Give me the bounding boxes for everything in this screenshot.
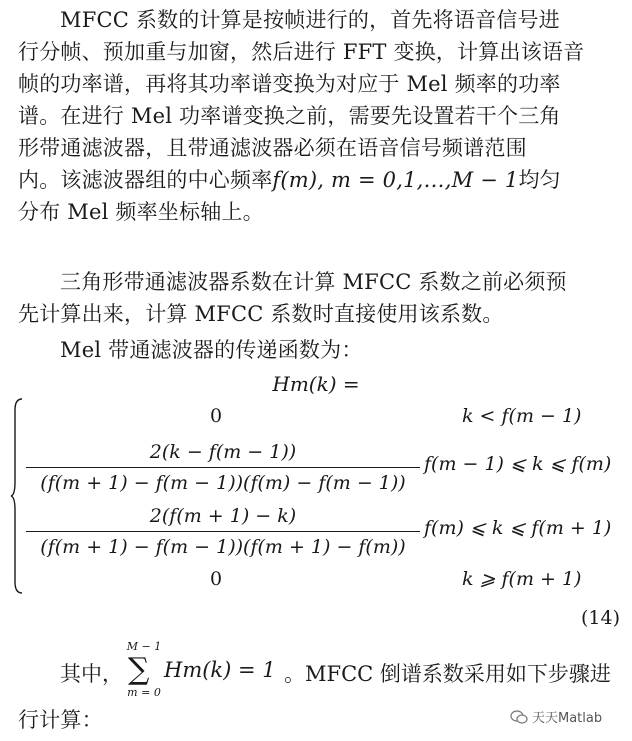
fraction-numerator: 2(k − f(m − 1)): [149, 441, 297, 463]
case2-fraction: [26, 438, 420, 497]
inline-math: f(m), m = 0,1,…,M − 1: [272, 168, 519, 192]
text-line: 三角形带通滤波器系数在计算 MFCC 系数之前必须预: [60, 270, 567, 294]
summation-term: Hm(k) = 1: [164, 658, 276, 682]
text-line: Mel 带通滤波器的传递函数为：: [60, 338, 363, 362]
sigma-icon: ∑: [128, 652, 150, 687]
summation-sentence: [18, 640, 628, 699]
wechat-icon: [510, 710, 528, 724]
equation-number: (14): [580, 607, 620, 629]
text-line: 分布 Mel 频率坐标轴上。: [18, 200, 264, 224]
text-fragment: 均匀: [518, 168, 561, 192]
paragraph-transfer-function: [18, 334, 618, 366]
paragraph-filter-coefficients: [18, 266, 618, 330]
watermark: [510, 707, 602, 726]
fraction-bar: [26, 531, 420, 532]
case2-condition: f(m − 1) ⩽ k ⩽ f(m): [424, 453, 612, 475]
text-fragment: 。MFCC 倒谱系数采用如下步骤进: [284, 662, 611, 686]
case3-fraction: [26, 502, 420, 561]
text-line: 谱。在进行 Mel 功率谱变换之前，需要先设置若干个三角: [18, 104, 561, 128]
case1-condition: k < f(m − 1): [462, 405, 582, 427]
text-line: MFCC 系数的计算是按帧进行的，首先将语音信号进: [60, 8, 560, 32]
watermark-text: 天天Matlab: [532, 711, 603, 726]
text-line: 形带通滤波器，且带通滤波器必须在语音信号频谱范围: [18, 136, 527, 160]
case4-value: 0: [210, 568, 223, 590]
summation-upper-limit: M − 1: [126, 640, 162, 653]
case4-condition: k ⩾ f(m + 1): [462, 568, 582, 590]
paragraph-mfcc-intro: [18, 4, 618, 228]
case1-value: 0: [210, 405, 223, 427]
equation-lhs: Hm(k) =: [272, 372, 360, 396]
text-line: 行计算：: [18, 708, 103, 732]
summation-lower-limit: m = 0: [127, 686, 161, 699]
fraction-bar: [26, 467, 420, 468]
text-line: 先计算出来，计算 MFCC 系数时直接使用该系数。: [18, 302, 504, 326]
fraction-numerator: 2(f(m + 1) − k): [149, 505, 297, 527]
fraction-denominator: (f(m + 1) − f(m − 1))(f(m) − f(m − 1)): [40, 472, 406, 494]
text-fragment: 其中，: [60, 662, 123, 686]
fraction-denominator: (f(m + 1) − f(m − 1))(f(m + 1) − f(m)): [40, 536, 406, 558]
text-line-center-frequency: [18, 164, 618, 196]
text-line: 行分帧、预加重与加窗，然后进行 FFT 变换，计算出该语音: [18, 40, 585, 64]
text-fragment: 内。该滤波器组的中心频率: [18, 168, 273, 192]
left-brace-icon: [10, 398, 24, 594]
text-line: 帧的功率谱，再将其功率谱变换为对应于 Mel 频率的功率: [18, 72, 561, 96]
case3-condition: f(m) ⩽ k ⩽ f(m + 1): [424, 517, 612, 539]
